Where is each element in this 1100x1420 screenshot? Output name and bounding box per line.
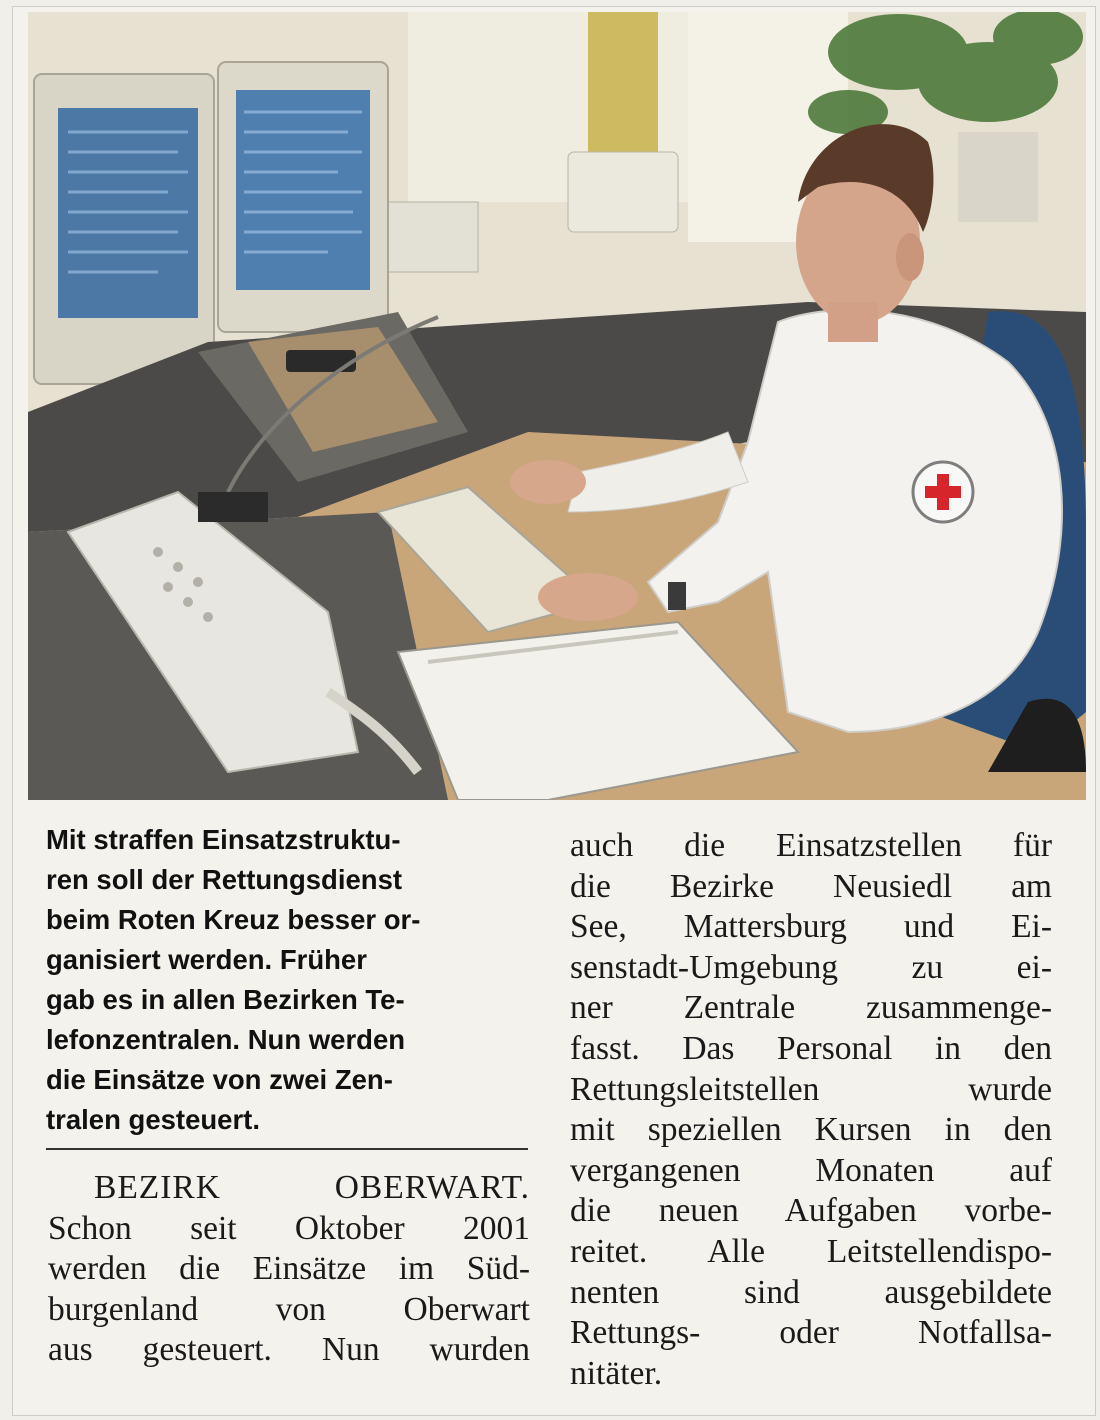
article-line: aus gesteuert. Nun wurden bbox=[48, 1331, 530, 1369]
article-line: mit speziellen Kursen in den bbox=[570, 1111, 1052, 1149]
caption-line: die Einsätze von zwei Zen- bbox=[46, 1064, 393, 1095]
photo-illustration bbox=[28, 12, 1086, 800]
article-line: senstadt-Umgebung zu ei- bbox=[570, 948, 1052, 986]
article-line: die neuen Aufgaben vorbe- bbox=[570, 1192, 1052, 1230]
photo-caption bbox=[46, 820, 532, 1140]
article-column-right bbox=[570, 826, 1052, 1394]
caption-line: Mit straffen Einsatzstruktu- bbox=[46, 824, 401, 855]
article-line: reitet. Alle Leitstellendispo- bbox=[570, 1232, 1052, 1270]
article-line: Schon seit Oktober 2001 bbox=[48, 1209, 530, 1247]
caption-line: beim Roten Kreuz besser or- bbox=[46, 904, 421, 935]
article-line: Rettungs- oder Notfallsa- bbox=[570, 1314, 1052, 1352]
article-line: werden die Einsätze im Süd- bbox=[48, 1250, 530, 1288]
caption-divider bbox=[46, 1148, 528, 1150]
caption-line: ren soll der Rettungsdienst bbox=[46, 864, 403, 895]
article-line: die Bezirke Neusiedl am bbox=[570, 867, 1052, 905]
caption-line: lefonzentralen. Nun werden bbox=[46, 1024, 406, 1055]
article-dateline: BEZIRK OBERWART. bbox=[94, 1169, 530, 1206]
article-line: See, Mattersburg und Ei- bbox=[570, 908, 1052, 946]
caption-line: ganisiert werden. Früher bbox=[46, 944, 367, 975]
article-line: auch die Einsatzstellen für bbox=[570, 827, 1052, 864]
article-photo bbox=[28, 12, 1086, 800]
article-line: Rettungsleitstellen wurde bbox=[570, 1070, 1052, 1108]
caption-line: tralen gesteuert. bbox=[46, 1104, 260, 1135]
article-line: ner Zentrale zusammenge- bbox=[570, 989, 1052, 1027]
article-line: vergangenen Monaten auf bbox=[570, 1151, 1052, 1189]
article-line: nitäter. bbox=[570, 1354, 663, 1392]
caption-line: gab es in allen Bezirken Te- bbox=[46, 984, 405, 1015]
article-line: nenten sind ausgebildete bbox=[570, 1273, 1052, 1311]
article-line: burgenland von Oberwart bbox=[48, 1290, 530, 1328]
article-line: fasst. Das Personal in den bbox=[570, 1029, 1052, 1067]
article-column-left bbox=[48, 1168, 530, 1371]
